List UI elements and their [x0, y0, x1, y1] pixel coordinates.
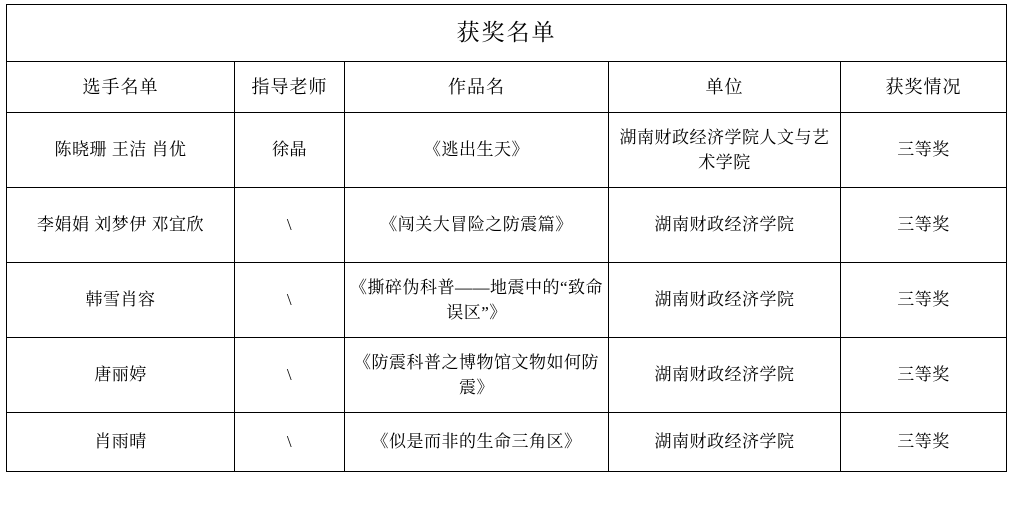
table-header-row — [7, 62, 1007, 113]
table-row — [7, 413, 1007, 472]
table-row — [7, 113, 1007, 188]
cell-award: 三等奖 — [841, 338, 1007, 413]
cell-work: 《逃出生天》 — [345, 113, 609, 188]
cell-work: 《防震科普之博物馆文物如何防震》 — [345, 338, 609, 413]
cell-work: 《撕碎伪科普——地震中的“致命误区”》 — [345, 263, 609, 338]
cell-advisor: 徐晶 — [235, 113, 345, 188]
cell-advisor: \ — [235, 188, 345, 263]
cell-work: 《似是而非的生命三角区》 — [345, 413, 609, 472]
cell-unit: 湖南财政经济学院人文与艺术学院 — [609, 113, 841, 188]
cell-unit: 湖南财政经济学院 — [609, 338, 841, 413]
cell-contestants: 韩雪肖容 — [7, 263, 235, 338]
cell-advisor: \ — [235, 263, 345, 338]
cell-contestants: 陈晓珊 王洁 肖优 — [7, 113, 235, 188]
table-row — [7, 188, 1007, 263]
column-header-contestants: 选手名单 — [7, 62, 235, 113]
table-title-row — [7, 5, 1007, 62]
cell-contestants: 唐丽婷 — [7, 338, 235, 413]
cell-advisor: \ — [235, 338, 345, 413]
cell-award: 三等奖 — [841, 188, 1007, 263]
cell-unit: 湖南财政经济学院 — [609, 263, 841, 338]
page-title: 获奖名单 — [7, 5, 1007, 62]
cell-unit: 湖南财政经济学院 — [609, 188, 841, 263]
cell-work: 《闯关大冒险之防震篇》 — [345, 188, 609, 263]
cell-award: 三等奖 — [841, 113, 1007, 188]
cell-contestants: 李娟娟 刘梦伊 邓宜欣 — [7, 188, 235, 263]
cell-award: 三等奖 — [841, 263, 1007, 338]
cell-award: 三等奖 — [841, 413, 1007, 472]
table-row — [7, 263, 1007, 338]
column-header-award: 获奖情况 — [841, 62, 1007, 113]
award-list-table — [6, 4, 1007, 472]
cell-unit: 湖南财政经济学院 — [609, 413, 841, 472]
column-header-advisor: 指导老师 — [235, 62, 345, 113]
column-header-work: 作品名 — [345, 62, 609, 113]
cell-contestants: 肖雨晴 — [7, 413, 235, 472]
column-header-unit: 单位 — [609, 62, 841, 113]
table-row — [7, 338, 1007, 413]
cell-advisor: \ — [235, 413, 345, 472]
